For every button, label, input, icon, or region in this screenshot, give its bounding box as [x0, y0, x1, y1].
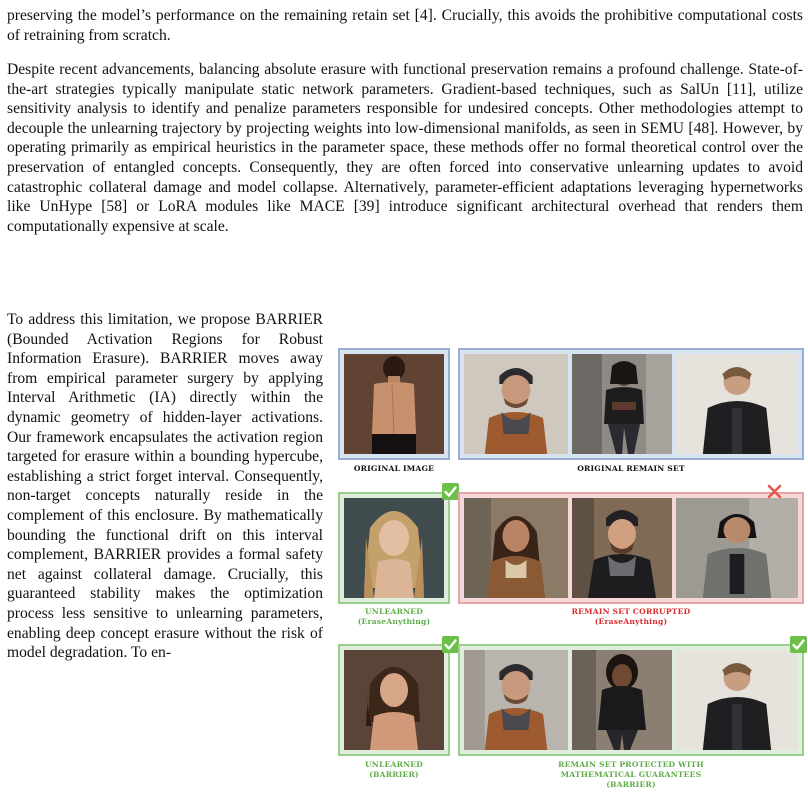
remain-photo-1 [464, 354, 568, 454]
paragraph-intro-end: preserving the model’s performance on the remaining retain set [4]. Crucially, this avoids the prohibitive computational costs of retraining from scratch. [7, 7, 803, 44]
corrupted-photo-1 [464, 498, 568, 598]
row2-right-caption [458, 607, 804, 627]
remain-set-corrupted-panel [458, 492, 804, 604]
original-image-photo [344, 354, 444, 454]
caption-line: ORIGINAL IMAGE [353, 464, 435, 473]
cross-icon [766, 483, 783, 500]
check-icon [442, 636, 459, 653]
original-image-panel [338, 348, 450, 460]
comparison-figure [330, 340, 808, 812]
caption-line: (EraseAnything) [357, 617, 431, 626]
caption-line: (BARRIER) [369, 770, 419, 779]
caption-line: MATHEMATICAL GUARANTEES [560, 770, 702, 779]
caption-line: UNLEARNED [364, 760, 423, 769]
remain-photo-3 [676, 354, 798, 454]
caption-line: (EraseAnything) [594, 617, 668, 626]
check-icon [790, 636, 807, 653]
caption-line: ORIGINAL REMAIN SET [577, 464, 685, 473]
caption-line: REMAIN SET CORRUPTED [571, 607, 691, 616]
row1-left-caption [330, 464, 458, 474]
protected-photo-2 [572, 650, 672, 750]
check-icon [442, 483, 459, 500]
paragraph-barrier-proposal: To address this limitation, we propose BARRIER (Bounded Activation Regions for Robust Information Erasure). BARRIER moves away from empirical parameter surgery by applying Interval Arithmetic (IA) directly within the dynamic geometry of hidden-layer activations. Our framework encapsulates the activation region targeted for erasure within a bounding hypercube, establishing a strict forget interval. Consequently, non-target concepts naturally reside in the complement of this enclosure. By mathematically bounding the functional drift on this interval complement, BARRIER provides a formal safety net against collateral damage. Crucially, this guaranteed stability makes the optimization process less sensitive to unlearning parameters, enabling deep concept erasure without the risk of model degradation. To en- [7, 311, 323, 662]
unlearned-barrier-photo [344, 650, 444, 750]
original-remain-set-panel [458, 348, 804, 460]
corrupted-photo-3 [676, 498, 798, 598]
remain-photo-2 [572, 354, 672, 454]
row3-right-caption [458, 760, 804, 790]
protected-photo-3 [676, 650, 798, 750]
row1-right-caption [458, 464, 804, 474]
caption-line: (BARRIER) [606, 780, 656, 789]
caption-line: REMAIN SET PROTECTED WITH [558, 760, 704, 769]
row2-left-caption [330, 607, 458, 627]
unlearned-eraseanything-photo [344, 498, 444, 598]
corrupted-photo-2 [572, 498, 672, 598]
unlearned-eraseanything-panel [338, 492, 450, 604]
protected-photo-1 [464, 650, 568, 750]
paragraph-challenges: Despite recent advancements, balancing absolute erasure with functional preservation remains a profound challenge. State-of-the-art strategies typically manipulate static network parameters. Gradient-based techniques, such as SalUn [11], utilize sensitivity analysis to identify and penalize parameters responsible for undesired concepts. Other methodologies attempt to decouple the unlearning trajectory by projecting weights into low-dimensional manifolds, as seen in SEMU [48]. However, by operating primarily as empirical heuristics in the parameter space, these methods offer no formal theoretical control over the preservation of entangled concepts. Consequently, they are often forced into conservative unlearning updates to avoid catastrophic collateral damage and model collapse. Alternatively, parameter-efficient adaptations leveraging hypernetworks like UnHype [58] or LoRA modules like MACE [39] introduce significant architectural overhead that renders them computationally expensive at scale. [7, 61, 803, 235]
remain-set-protected-panel [458, 644, 804, 756]
caption-line: UNLEARNED [364, 607, 423, 616]
row3-left-caption [330, 760, 458, 780]
unlearned-barrier-panel [338, 644, 450, 756]
